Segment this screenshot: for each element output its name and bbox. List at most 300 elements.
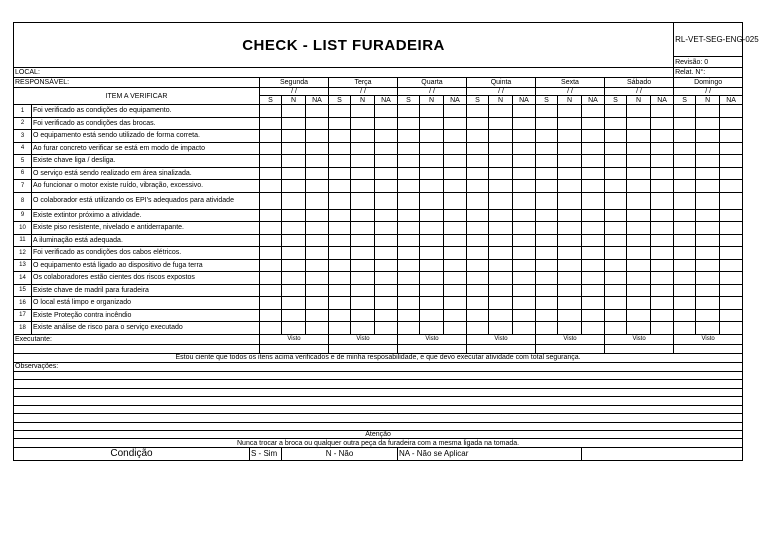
answer-cell[interactable] (513, 209, 536, 222)
answer-cell[interactable] (582, 117, 605, 130)
answer-cell[interactable] (282, 322, 306, 335)
answer-cell[interactable] (696, 117, 720, 130)
answer-cell[interactable] (329, 105, 351, 118)
answer-cell[interactable] (351, 180, 375, 193)
answer-cell[interactable] (513, 142, 536, 155)
answer-cell[interactable] (536, 322, 558, 335)
answer-cell[interactable] (282, 209, 306, 222)
answer-cell[interactable] (605, 180, 627, 193)
answer-cell[interactable] (467, 284, 489, 297)
day-date-field[interactable]: / / (674, 88, 743, 96)
answer-cell[interactable] (375, 192, 398, 209)
answer-cell[interactable] (260, 309, 282, 322)
observation-line[interactable] (14, 422, 743, 431)
answer-cell[interactable] (375, 105, 398, 118)
answer-cell[interactable] (558, 259, 582, 272)
answer-cell[interactable] (282, 117, 306, 130)
answer-cell[interactable] (605, 234, 627, 247)
answer-cell[interactable] (351, 259, 375, 272)
observation-line[interactable] (14, 414, 743, 423)
answer-cell[interactable] (489, 222, 513, 235)
answer-cell[interactable] (605, 297, 627, 310)
answer-cell[interactable] (282, 259, 306, 272)
answer-cell[interactable] (651, 234, 674, 247)
answer-cell[interactable] (420, 130, 444, 143)
answer-cell[interactable] (558, 234, 582, 247)
answer-cell[interactable] (306, 247, 329, 260)
answer-cell[interactable] (306, 192, 329, 209)
answer-cell[interactable] (375, 297, 398, 310)
answer-cell[interactable] (306, 209, 329, 222)
answer-cell[interactable] (627, 297, 651, 310)
answer-cell[interactable] (513, 247, 536, 260)
answer-cell[interactable] (696, 180, 720, 193)
answer-cell[interactable] (720, 142, 743, 155)
answer-cell[interactable] (467, 192, 489, 209)
answer-cell[interactable] (696, 272, 720, 285)
answer-cell[interactable] (467, 155, 489, 168)
answer-cell[interactable] (513, 180, 536, 193)
answer-cell[interactable] (605, 192, 627, 209)
answer-cell[interactable] (489, 234, 513, 247)
answer-cell[interactable] (582, 209, 605, 222)
answer-cell[interactable] (351, 130, 375, 143)
answer-cell[interactable] (420, 192, 444, 209)
answer-cell[interactable] (605, 284, 627, 297)
answer-cell[interactable] (260, 222, 282, 235)
answer-cell[interactable] (674, 130, 696, 143)
answer-cell[interactable] (582, 272, 605, 285)
answer-cell[interactable] (651, 142, 674, 155)
answer-cell[interactable] (444, 247, 467, 260)
observation-line[interactable] (14, 397, 743, 406)
answer-cell[interactable] (467, 259, 489, 272)
answer-cell[interactable] (420, 297, 444, 310)
answer-cell[interactable] (420, 247, 444, 260)
answer-cell[interactable] (696, 142, 720, 155)
observation-line[interactable] (14, 371, 743, 380)
answer-cell[interactable] (558, 272, 582, 285)
answer-cell[interactable] (444, 272, 467, 285)
answer-cell[interactable] (351, 322, 375, 335)
answer-cell[interactable] (420, 272, 444, 285)
answer-cell[interactable] (558, 105, 582, 118)
answer-cell[interactable] (582, 222, 605, 235)
answer-cell[interactable] (674, 309, 696, 322)
answer-cell[interactable] (536, 105, 558, 118)
answer-cell[interactable] (536, 167, 558, 180)
answer-cell[interactable] (651, 167, 674, 180)
answer-cell[interactable] (398, 155, 420, 168)
answer-cell[interactable] (513, 167, 536, 180)
answer-cell[interactable] (489, 297, 513, 310)
answer-cell[interactable] (558, 155, 582, 168)
answer-cell[interactable] (260, 130, 282, 143)
answer-cell[interactable] (306, 105, 329, 118)
answer-cell[interactable] (444, 167, 467, 180)
answer-cell[interactable] (329, 247, 351, 260)
answer-cell[interactable] (489, 284, 513, 297)
answer-cell[interactable] (398, 192, 420, 209)
answer-cell[interactable] (651, 192, 674, 209)
answer-cell[interactable] (420, 180, 444, 193)
answer-cell[interactable] (558, 142, 582, 155)
answer-cell[interactable] (420, 259, 444, 272)
answer-cell[interactable] (674, 322, 696, 335)
answer-cell[interactable] (696, 167, 720, 180)
answer-cell[interactable] (513, 222, 536, 235)
answer-cell[interactable] (420, 322, 444, 335)
answer-cell[interactable] (513, 117, 536, 130)
answer-cell[interactable] (398, 272, 420, 285)
answer-cell[interactable] (513, 322, 536, 335)
answer-cell[interactable] (420, 222, 444, 235)
answer-cell[interactable] (674, 155, 696, 168)
answer-cell[interactable] (351, 192, 375, 209)
answer-cell[interactable] (398, 322, 420, 335)
answer-cell[interactable] (398, 209, 420, 222)
day-date-field[interactable]: / / (536, 88, 605, 96)
answer-cell[interactable] (329, 117, 351, 130)
answer-cell[interactable] (674, 180, 696, 193)
answer-cell[interactable] (306, 309, 329, 322)
answer-cell[interactable] (582, 234, 605, 247)
answer-cell[interactable] (696, 192, 720, 209)
answer-cell[interactable] (444, 142, 467, 155)
answer-cell[interactable] (260, 247, 282, 260)
answer-cell[interactable] (605, 209, 627, 222)
answer-cell[interactable] (420, 209, 444, 222)
answer-cell[interactable] (467, 180, 489, 193)
answer-cell[interactable] (582, 167, 605, 180)
answer-cell[interactable] (375, 142, 398, 155)
answer-cell[interactable] (720, 192, 743, 209)
answer-cell[interactable] (351, 309, 375, 322)
answer-cell[interactable] (398, 259, 420, 272)
answer-cell[interactable] (282, 105, 306, 118)
answer-cell[interactable] (489, 259, 513, 272)
answer-cell[interactable] (696, 130, 720, 143)
answer-cell[interactable] (329, 259, 351, 272)
answer-cell[interactable] (467, 117, 489, 130)
answer-cell[interactable] (651, 117, 674, 130)
answer-cell[interactable] (651, 180, 674, 193)
answer-cell[interactable] (489, 272, 513, 285)
answer-cell[interactable] (582, 180, 605, 193)
answer-cell[interactable] (329, 297, 351, 310)
answer-cell[interactable] (444, 209, 467, 222)
answer-cell[interactable] (306, 322, 329, 335)
answer-cell[interactable] (720, 167, 743, 180)
answer-cell[interactable] (605, 117, 627, 130)
answer-cell[interactable] (513, 297, 536, 310)
answer-cell[interactable] (720, 117, 743, 130)
answer-cell[interactable] (627, 284, 651, 297)
answer-cell[interactable] (720, 297, 743, 310)
answer-cell[interactable] (260, 209, 282, 222)
answer-cell[interactable] (627, 167, 651, 180)
answer-cell[interactable] (720, 105, 743, 118)
answer-cell[interactable] (720, 272, 743, 285)
answer-cell[interactable] (444, 105, 467, 118)
answer-cell[interactable] (329, 284, 351, 297)
answer-cell[interactable] (720, 322, 743, 335)
answer-cell[interactable] (720, 180, 743, 193)
answer-cell[interactable] (536, 284, 558, 297)
answer-cell[interactable] (329, 192, 351, 209)
answer-cell[interactable] (558, 117, 582, 130)
answer-cell[interactable] (444, 297, 467, 310)
answer-cell[interactable] (674, 284, 696, 297)
answer-cell[interactable] (375, 222, 398, 235)
answer-cell[interactable] (306, 297, 329, 310)
answer-cell[interactable] (351, 155, 375, 168)
answer-cell[interactable] (375, 309, 398, 322)
answer-cell[interactable] (351, 234, 375, 247)
answer-cell[interactable] (420, 309, 444, 322)
answer-cell[interactable] (444, 222, 467, 235)
answer-cell[interactable] (720, 130, 743, 143)
answer-cell[interactable] (282, 297, 306, 310)
answer-cell[interactable] (398, 297, 420, 310)
local-field[interactable]: LOCAL: (14, 68, 674, 78)
answer-cell[interactable] (536, 117, 558, 130)
answer-cell[interactable] (444, 259, 467, 272)
answer-cell[interactable] (674, 192, 696, 209)
answer-cell[interactable] (444, 284, 467, 297)
answer-cell[interactable] (536, 234, 558, 247)
answer-cell[interactable] (558, 297, 582, 310)
answer-cell[interactable] (282, 272, 306, 285)
answer-cell[interactable] (467, 222, 489, 235)
answer-cell[interactable] (329, 309, 351, 322)
answer-cell[interactable] (720, 155, 743, 168)
answer-cell[interactable] (582, 155, 605, 168)
answer-cell[interactable] (329, 167, 351, 180)
day-date-field[interactable]: / / (605, 88, 674, 96)
answer-cell[interactable] (558, 180, 582, 193)
answer-cell[interactable] (329, 322, 351, 335)
answer-cell[interactable] (674, 247, 696, 260)
answer-cell[interactable] (351, 247, 375, 260)
answer-cell[interactable] (398, 105, 420, 118)
answer-cell[interactable] (260, 297, 282, 310)
answer-cell[interactable] (696, 284, 720, 297)
answer-cell[interactable] (398, 284, 420, 297)
answer-cell[interactable] (651, 130, 674, 143)
answer-cell[interactable] (329, 234, 351, 247)
answer-cell[interactable] (306, 155, 329, 168)
answer-cell[interactable] (444, 180, 467, 193)
answer-cell[interactable] (444, 192, 467, 209)
answer-cell[interactable] (558, 247, 582, 260)
answer-cell[interactable] (489, 247, 513, 260)
answer-cell[interactable] (651, 284, 674, 297)
answer-cell[interactable] (260, 155, 282, 168)
day-date-field[interactable]: / / (467, 88, 536, 96)
answer-cell[interactable] (260, 180, 282, 193)
answer-cell[interactable] (720, 247, 743, 260)
answer-cell[interactable] (513, 234, 536, 247)
answer-cell[interactable] (444, 322, 467, 335)
answer-cell[interactable] (306, 180, 329, 193)
answer-cell[interactable] (696, 105, 720, 118)
answer-cell[interactable] (398, 309, 420, 322)
answer-cell[interactable] (605, 130, 627, 143)
answer-cell[interactable] (651, 259, 674, 272)
answer-cell[interactable] (627, 130, 651, 143)
answer-cell[interactable] (282, 284, 306, 297)
answer-cell[interactable] (627, 142, 651, 155)
answer-cell[interactable] (651, 247, 674, 260)
answer-cell[interactable] (582, 192, 605, 209)
answer-cell[interactable] (558, 130, 582, 143)
answer-cell[interactable] (651, 155, 674, 168)
answer-cell[interactable] (627, 117, 651, 130)
answer-cell[interactable] (696, 247, 720, 260)
answer-cell[interactable] (306, 259, 329, 272)
answer-cell[interactable] (489, 117, 513, 130)
answer-cell[interactable] (696, 209, 720, 222)
answer-cell[interactable] (536, 272, 558, 285)
answer-cell[interactable] (375, 117, 398, 130)
answer-cell[interactable] (536, 222, 558, 235)
answer-cell[interactable] (444, 234, 467, 247)
visto-signature-field[interactable]: Visto (605, 334, 674, 344)
answer-cell[interactable] (558, 322, 582, 335)
answer-cell[interactable] (558, 167, 582, 180)
observation-line[interactable] (14, 380, 743, 389)
answer-cell[interactable] (351, 105, 375, 118)
answer-cell[interactable] (627, 180, 651, 193)
visto-signature-field[interactable]: Visto (260, 334, 329, 344)
answer-cell[interactable] (260, 167, 282, 180)
answer-cell[interactable] (489, 192, 513, 209)
answer-cell[interactable] (467, 142, 489, 155)
answer-cell[interactable] (467, 322, 489, 335)
answer-cell[interactable] (260, 117, 282, 130)
responsible-field[interactable]: RESPONSÁVEL: (14, 78, 260, 88)
answer-cell[interactable] (282, 142, 306, 155)
answer-cell[interactable] (582, 322, 605, 335)
answer-cell[interactable] (627, 234, 651, 247)
answer-cell[interactable] (306, 130, 329, 143)
answer-cell[interactable] (375, 259, 398, 272)
answer-cell[interactable] (674, 222, 696, 235)
answer-cell[interactable] (582, 259, 605, 272)
answer-cell[interactable] (375, 130, 398, 143)
answer-cell[interactable] (582, 247, 605, 260)
answer-cell[interactable] (398, 247, 420, 260)
answer-cell[interactable] (467, 167, 489, 180)
answer-cell[interactable] (489, 322, 513, 335)
answer-cell[interactable] (513, 309, 536, 322)
answer-cell[interactable] (420, 142, 444, 155)
answer-cell[interactable] (696, 222, 720, 235)
answer-cell[interactable] (306, 234, 329, 247)
day-date-field[interactable]: / / (260, 88, 329, 96)
answer-cell[interactable] (260, 272, 282, 285)
answer-cell[interactable] (696, 297, 720, 310)
answer-cell[interactable] (444, 117, 467, 130)
answer-cell[interactable] (467, 297, 489, 310)
answer-cell[interactable] (720, 284, 743, 297)
answer-cell[interactable] (536, 180, 558, 193)
answer-cell[interactable] (351, 142, 375, 155)
answer-cell[interactable] (329, 130, 351, 143)
answer-cell[interactable] (306, 117, 329, 130)
answer-cell[interactable] (306, 222, 329, 235)
answer-cell[interactable] (536, 192, 558, 209)
answer-cell[interactable] (558, 309, 582, 322)
answer-cell[interactable] (582, 142, 605, 155)
answer-cell[interactable] (674, 142, 696, 155)
observation-line[interactable] (14, 405, 743, 414)
day-date-field[interactable]: / / (329, 88, 398, 96)
answer-cell[interactable] (536, 309, 558, 322)
answer-cell[interactable] (605, 222, 627, 235)
answer-cell[interactable] (489, 209, 513, 222)
answer-cell[interactable] (605, 322, 627, 335)
answer-cell[interactable] (375, 234, 398, 247)
answer-cell[interactable] (558, 192, 582, 209)
day-date-field[interactable]: / / (398, 88, 467, 96)
answer-cell[interactable] (260, 142, 282, 155)
answer-cell[interactable] (306, 167, 329, 180)
answer-cell[interactable] (674, 209, 696, 222)
visto-signature-field[interactable]: Visto (467, 334, 536, 344)
answer-cell[interactable] (558, 284, 582, 297)
answer-cell[interactable] (306, 272, 329, 285)
answer-cell[interactable] (651, 222, 674, 235)
answer-cell[interactable] (420, 155, 444, 168)
answer-cell[interactable] (696, 309, 720, 322)
answer-cell[interactable] (605, 309, 627, 322)
answer-cell[interactable] (696, 322, 720, 335)
answer-cell[interactable] (651, 209, 674, 222)
answer-cell[interactable] (329, 155, 351, 168)
answer-cell[interactable] (489, 167, 513, 180)
answer-cell[interactable] (329, 142, 351, 155)
answer-cell[interactable] (720, 259, 743, 272)
answer-cell[interactable] (627, 209, 651, 222)
answer-cell[interactable] (351, 284, 375, 297)
answer-cell[interactable] (467, 272, 489, 285)
answer-cell[interactable] (489, 180, 513, 193)
answer-cell[interactable] (375, 322, 398, 335)
answer-cell[interactable] (329, 180, 351, 193)
answer-cell[interactable] (351, 272, 375, 285)
answer-cell[interactable] (282, 130, 306, 143)
visto-signature-field[interactable]: Visto (398, 334, 467, 344)
answer-cell[interactable] (536, 209, 558, 222)
report-number-field[interactable]: Relat. N°: (674, 68, 743, 78)
answer-cell[interactable] (513, 259, 536, 272)
answer-cell[interactable] (696, 234, 720, 247)
answer-cell[interactable] (651, 105, 674, 118)
answer-cell[interactable] (260, 259, 282, 272)
answer-cell[interactable] (260, 322, 282, 335)
answer-cell[interactable] (489, 105, 513, 118)
answer-cell[interactable] (398, 117, 420, 130)
answer-cell[interactable] (467, 130, 489, 143)
answer-cell[interactable] (375, 180, 398, 193)
answer-cell[interactable] (351, 167, 375, 180)
answer-cell[interactable] (674, 272, 696, 285)
answer-cell[interactable] (582, 130, 605, 143)
answer-cell[interactable] (420, 234, 444, 247)
answer-cell[interactable] (605, 272, 627, 285)
